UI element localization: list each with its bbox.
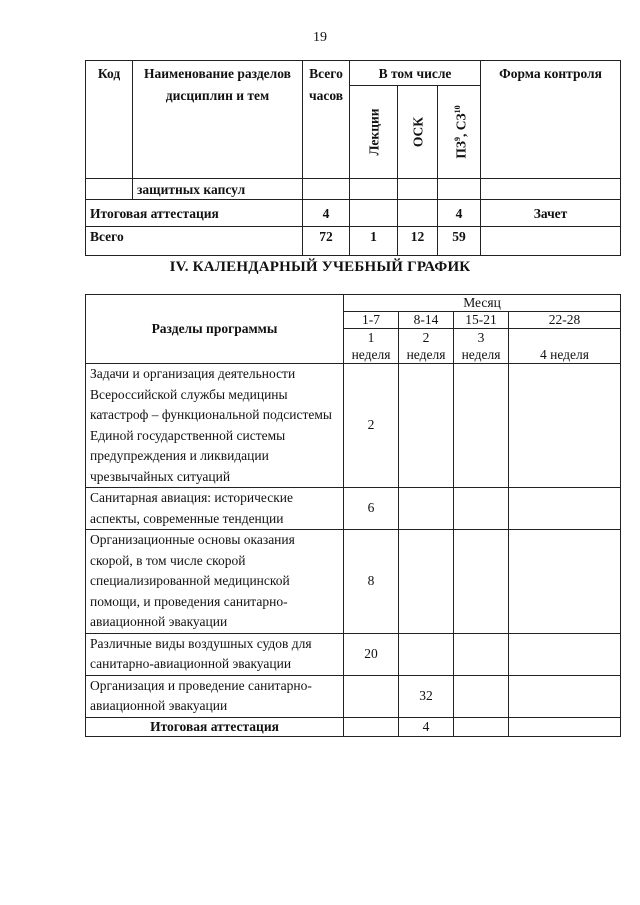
hours-cell: 2: [344, 364, 399, 488]
hours-cell: [454, 675, 509, 717]
table-row: [86, 675, 621, 717]
header-including: В том числе: [350, 61, 481, 86]
period-days: 15-21: [454, 312, 509, 329]
hours-cell: [454, 633, 509, 675]
period-week-label: неделя: [454, 346, 509, 364]
hours-cell: [509, 675, 621, 717]
hours-cell: [509, 633, 621, 675]
table-row: [86, 633, 621, 675]
header-osk: ОСК: [398, 86, 438, 179]
schedule-table: [85, 294, 621, 737]
header-total: Всего часов: [303, 61, 350, 179]
page-number: 19: [313, 30, 327, 45]
table-row: [86, 179, 621, 200]
header-lectures: Лекции: [350, 86, 398, 179]
section-name: Задачи и организация деятельности Всероссийской службы медицины катастроф – функциональной подсистемы Единой государственной системы предупреждения и ликвидации чрезвычайных ситуаций: [86, 364, 344, 488]
section-heading: IV. КАЛЕНДАРНЫЙ УЧЕБНЫЙ ГРАФИК: [169, 259, 471, 275]
header-name: Наименование разделов дисциплин и тем: [133, 61, 303, 179]
table-row: [86, 364, 621, 488]
hours-table: [85, 60, 621, 256]
period-week-num: 3: [454, 329, 509, 347]
section-name: Итоговая аттестация: [86, 717, 344, 736]
table-row: Итоговая аттестация 4 4 Зачет: [86, 200, 621, 227]
section-name: Санитарная авиация: исторические аспекты, современные тенденции: [86, 488, 344, 530]
period-week-label: неделя: [399, 346, 454, 364]
hours-cell: [399, 488, 454, 530]
hours-cell: [454, 717, 509, 736]
hours-cell: [399, 530, 454, 634]
hours-cell: 4: [399, 717, 454, 736]
hours-cell: [399, 364, 454, 488]
period-week-num: 1: [344, 329, 399, 347]
period-days: 8-14: [399, 312, 454, 329]
row-name: Итоговая аттестация: [86, 200, 303, 227]
header-month: Месяц: [344, 295, 621, 312]
header-pz-sz: $ПЗ^9$, СЗ$^{10}$: [438, 86, 481, 179]
section-name: Организационные основы оказания скорой, в том числе скорой специализированной медицинской помощи, и проведения санитарно-авиационной эвакуации: [86, 530, 344, 634]
hours-cell: 32: [399, 675, 454, 717]
table-row: [86, 717, 621, 736]
section-name: Организация и проведение санитарно-авиационной эвакуации: [86, 675, 344, 717]
hours-cell: 20: [344, 633, 399, 675]
hours-cell: [454, 530, 509, 634]
hours-cell: [509, 488, 621, 530]
table-row: Всего 72 1 12 59: [86, 227, 621, 256]
header-control: Форма контроля: [481, 61, 621, 179]
row-name: Всего: [86, 227, 303, 256]
hours-cell: [399, 633, 454, 675]
hours-cell: [344, 675, 399, 717]
section-name: Различные виды воздушных судов для санитарно-авиационной эвакуации: [86, 633, 344, 675]
table-row: [86, 530, 621, 634]
hours-cell: [344, 717, 399, 736]
hours-cell: [509, 717, 621, 736]
header-sections: Разделы программы: [86, 295, 344, 364]
period-week-num: 2: [399, 329, 454, 347]
period-days: 22-28: [509, 312, 621, 329]
period-days: 1-7: [344, 312, 399, 329]
hours-cell: 6: [344, 488, 399, 530]
period-week-label: 4 неделя: [509, 329, 621, 364]
period-week-label: неделя: [344, 346, 399, 364]
row-name: защитных капсул: [133, 179, 303, 200]
header-code: Код: [86, 61, 133, 179]
table-row: [86, 488, 621, 530]
hours-cell: [454, 488, 509, 530]
hours-cell: [454, 364, 509, 488]
hours-cell: [509, 364, 621, 488]
hours-cell: [509, 530, 621, 634]
hours-cell: 8: [344, 530, 399, 634]
